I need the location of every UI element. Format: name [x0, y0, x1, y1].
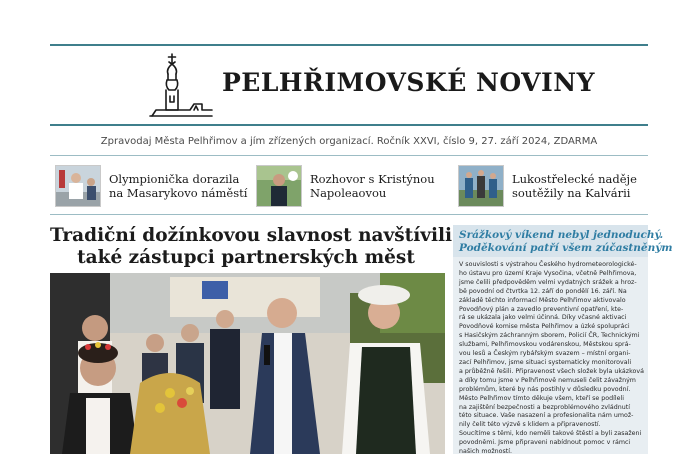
sidebar-text-line: základě těchto informací Město Pelhřimov aktivovalo [459, 296, 626, 304]
teaser-archery-text [512, 172, 637, 200]
main-headline [50, 225, 453, 269]
sidebar-text-line: zací Pelhřimov, jsme situaci systematicky monitorovali [459, 358, 632, 366]
sidebar-text-line: Povodňový plán a zavedlo preventivní opatření, kte- [459, 305, 624, 313]
masthead [150, 52, 595, 124]
teaser-interview-text [310, 172, 435, 200]
teaser-line: Lukostřelecké naděje [512, 172, 637, 186]
teaser-strip [55, 163, 648, 209]
headline-line: také zástupci partnerských měst [77, 247, 415, 268]
headline-line: Tradiční dožínkovou slavnost navštívili [50, 225, 453, 246]
teaser-line: na Masarykovo náměstí [109, 186, 248, 200]
sidebar-text-line: Soucítíme s těmi, kdo neměli takové štěstí a byli zasaženi [459, 430, 642, 438]
teaser-interview-thumbnail [256, 165, 302, 207]
top-rule [50, 44, 648, 46]
issue-tagline: Zpravodaj Města Pelhřimov a jím zřízených organizací. Ročník XXVI, číslo 9, 27. září 2024, ZDARMA [100, 136, 598, 147]
teaser-olympian-thumbnail [55, 165, 101, 207]
newspaper-title: PELHŘIMOVSKÉ NOVINY [222, 68, 595, 97]
sidebar-text-line: službami, Pelhřimovskou vodárenskou, Městskou sprá- [459, 341, 631, 349]
teaser-interview[interactable] [256, 163, 435, 209]
tagline-rule [50, 155, 648, 156]
church-tower-icon [150, 52, 220, 122]
sidebar-heading-line: Poděkování patří všem zúčastněným [459, 241, 673, 254]
sidebar-text-line: této situace. Vaše nasazení a profesionalita nám umož- [459, 412, 634, 420]
masthead-bottom-rule [50, 124, 648, 126]
teaser-line: Rozhovor s Kristýnou [310, 172, 435, 186]
sidebar-body [453, 257, 648, 457]
sidebar-text-line: V souvislosti s výstrahou Českého hydrometeorologické- [459, 261, 637, 268]
sidebar-heading [453, 225, 673, 257]
sidebar-text-line: ho ústavu pro území Kraje Vysočina, včetně Pelhřimova, [459, 269, 637, 277]
sidebar-text-line: rá se ukázala jako velmi účinná. Díky včasné aktivaci [459, 314, 627, 322]
sidebar-text-line: a díky tomu jsme v Pelhřimově nemuseli čelit závažným [459, 376, 636, 384]
sidebar-text-line: jsme čelili předpověděm velmi vydatných srážek a hroz- [459, 278, 637, 286]
sidebar-text-line: bě povodní od čtvrtka 12. září do pondělí 16. září. Na [459, 287, 627, 295]
sidebar-text-line: s Hasičským záchranným sborem, Policií ČR, Technickými [459, 332, 640, 340]
sidebar-text-line: nily čelit této výzvě s klidem a připraveností. [459, 421, 601, 429]
sidebar-text-line: a průběžně řešili. Připravenost všech složek byla ukázková [459, 367, 644, 375]
teaser-line: Olympionička dorazila [109, 172, 240, 186]
main-photo [50, 273, 445, 454]
flood-sidebar [453, 225, 673, 456]
teaser-olympian-text [109, 172, 247, 200]
teaser-line: Napoleaovou [310, 186, 387, 200]
sidebar-text-line: Povodňové komise města Pelhřimov a úzké spolupráci [459, 323, 630, 331]
teaser-archery-thumbnail [458, 165, 504, 207]
sidebar-text-line: našich možností. [459, 448, 512, 456]
sidebar-heading-line: Srážkový víkend nebyl jednoduchý. [459, 229, 664, 241]
teasers-bottom-rule [50, 214, 648, 215]
teaser-line: soutěžily na Kalvárii [512, 186, 631, 200]
sidebar-text-line: Město Pelhřimov tímto děkuje všem, kteří se podíleli [459, 394, 624, 402]
sidebar-text-line: problémům, které by nás postihly v důsledku povodní. [459, 385, 631, 393]
harvest-festival-photo [50, 273, 445, 454]
sidebar-text-line: na zajištění bezpečnosti a bezproblémového zvládnutí [459, 403, 630, 411]
teaser-olympian[interactable] [55, 163, 247, 209]
sidebar-text-line: povodněmi. Jsme připraveni nabídnout pomoc v rámci [459, 439, 631, 447]
sidebar-text-line: vou lesů a Českým rybářským svazem – místní organi- [459, 350, 631, 358]
teaser-archery[interactable] [458, 163, 637, 209]
